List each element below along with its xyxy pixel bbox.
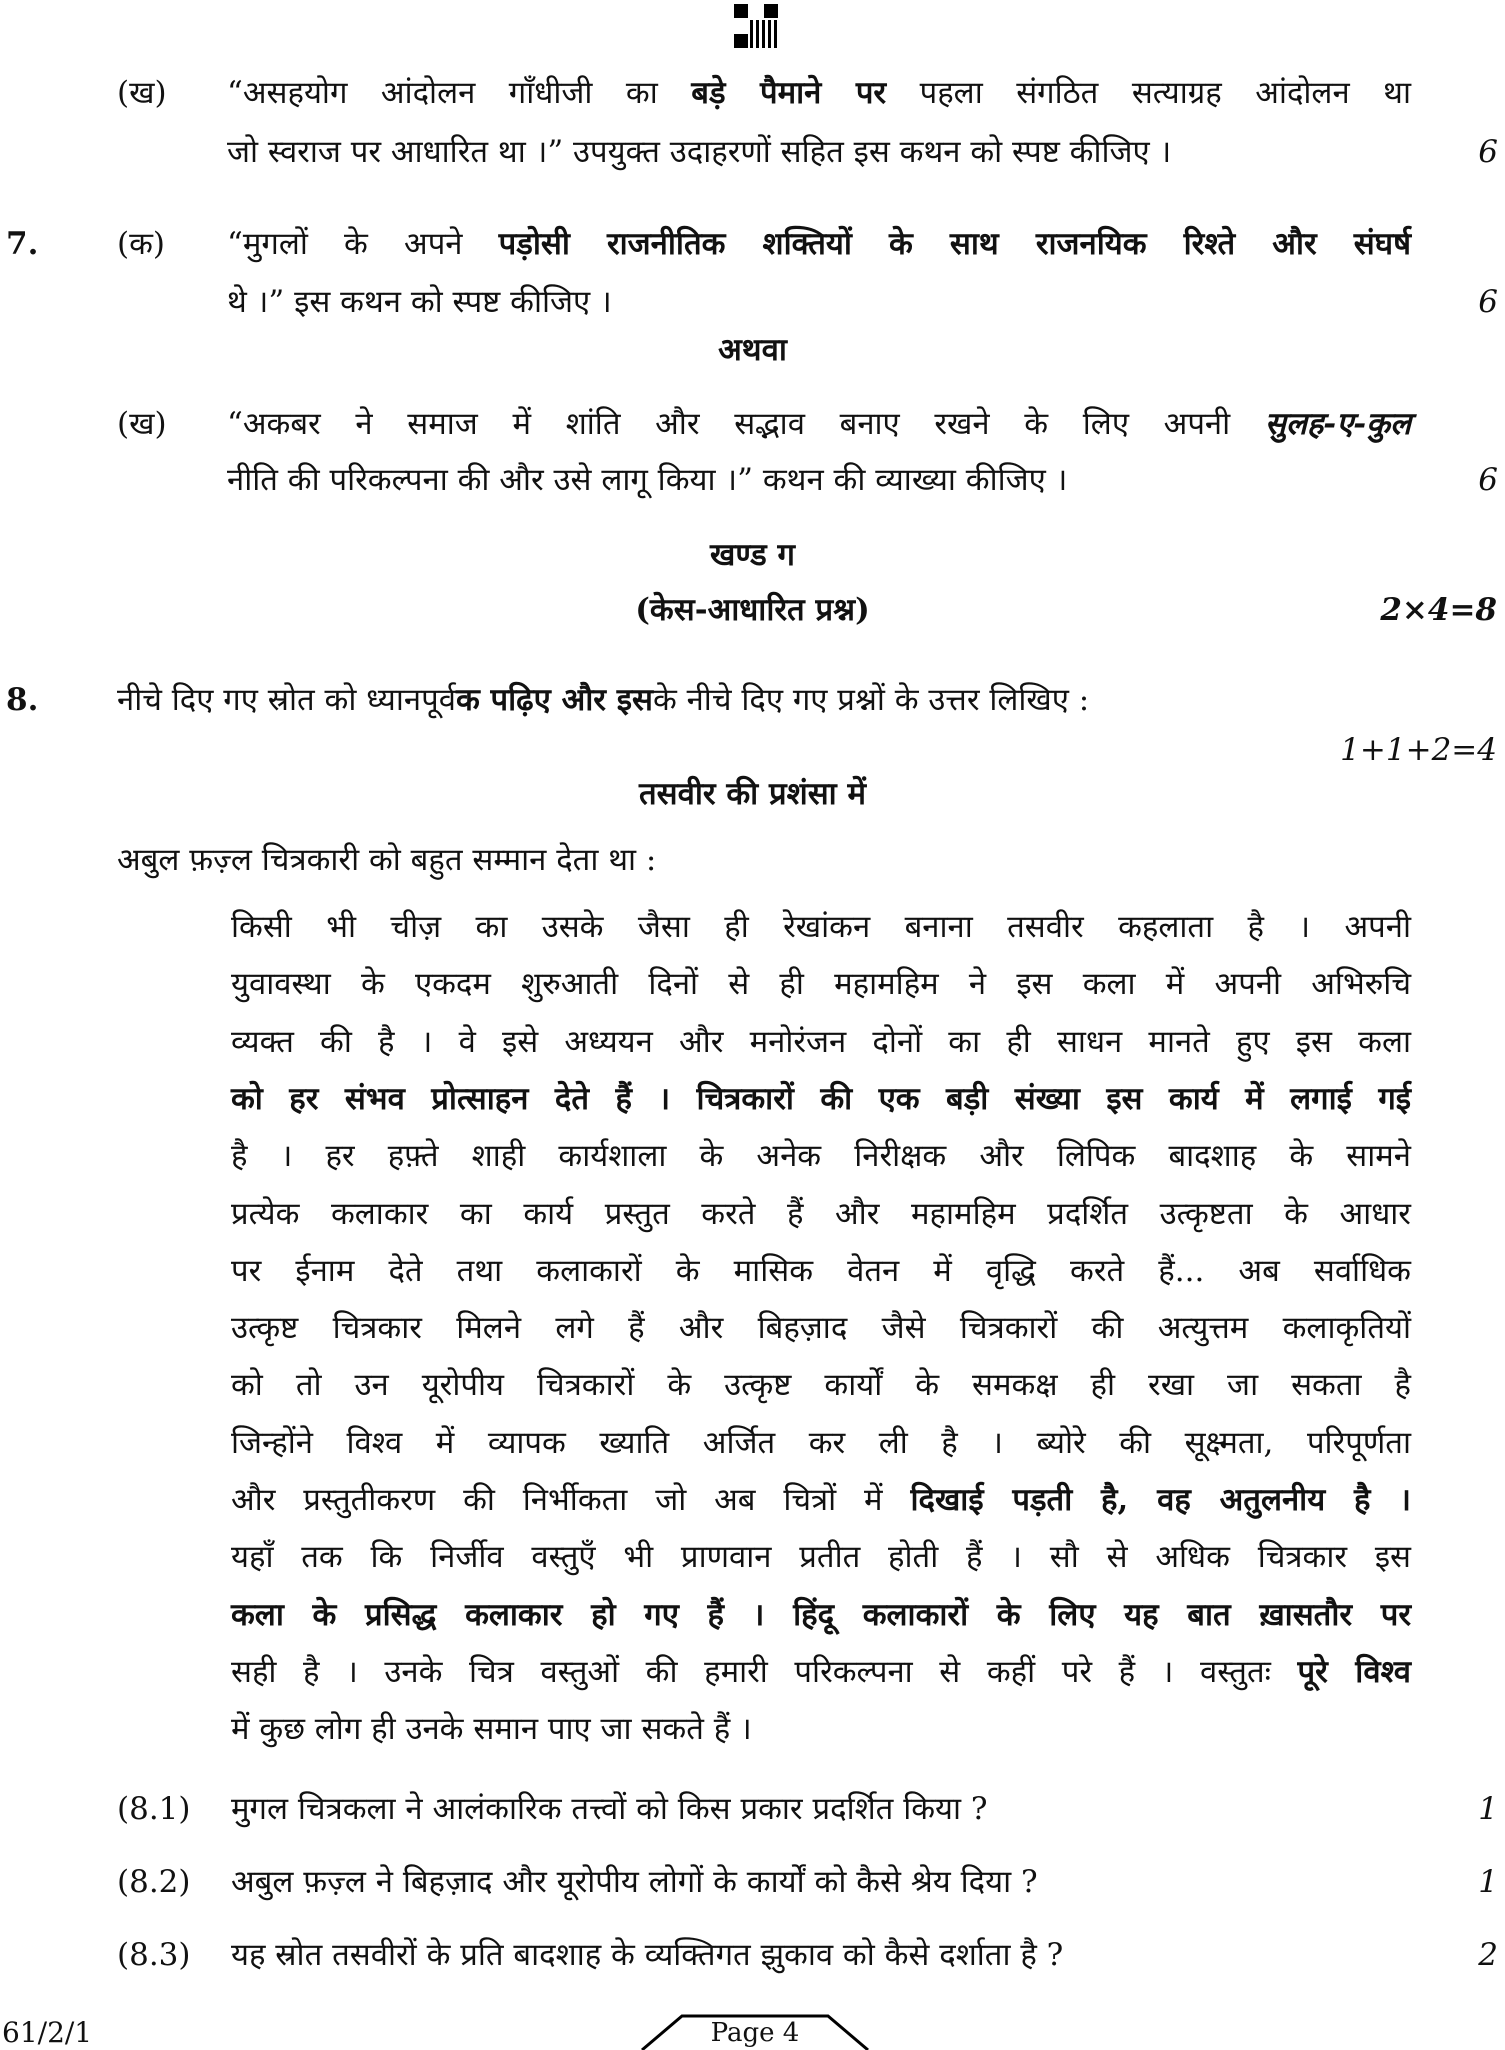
source-title: तसवीर की प्रशंसा में xyxy=(638,776,867,812)
text-segment: युवावस्था के एकदम शुरुआती दिनों से ही महामहिम ने इस कला में अपनी अभिरुचि xyxy=(231,966,1412,1003)
emphasized-text: दिखाई पड़ती है, वह अतुलनीय है । xyxy=(910,1482,1411,1518)
subquestion-text: यह स्रोत तसवीरों के प्रति बादशाह के व्यक्तिगत झुकाव को कैसे दर्शाता है ? xyxy=(231,1937,1064,1973)
marks: 6 xyxy=(1478,462,1498,498)
text-segment: किसी भी चीज़ का उसके जैसा ही रेखांकन बनाना तसवीर कहलाता है । अपनी xyxy=(231,909,1411,945)
text-segment: सही है । उनके चित्र वस्तुओं की हमारी परिकल्पना से कहीं परे हैं । वस्तुतः xyxy=(231,1653,1298,1690)
emphasized-text: सुलह-ए-कुल xyxy=(1264,406,1411,442)
text-segment: प्रत्येक कलाकार का कार्य प्रस्तुत करते हैं और महामहिम प्रदर्शित उत्कृष्टता के आधार xyxy=(231,1195,1411,1232)
question-line xyxy=(227,224,1411,264)
marks: 2 xyxy=(1478,1937,1498,1973)
question-line xyxy=(227,132,1411,172)
text-segment: है । हर हफ़्ते शाही कार्यशाला के अनेक निरीक्षक और लिपिक बादशाह के सामने xyxy=(231,1138,1411,1175)
passage-line xyxy=(231,1652,1411,1692)
passage-line xyxy=(231,964,1411,1004)
text-segment: जिन्होंने विश्व में व्यापक ख्याति अर्जित कर ली है । ब्योरे की सूक्ष्मता, परिपूर्णता xyxy=(231,1424,1411,1461)
emphasized-text: बड़े पैमाने पर xyxy=(691,75,887,111)
paper-code: 61/2/1 xyxy=(2,2016,93,2049)
text-segment: के नीचे दिए गए प्रश्नों के उत्तर लिखिए : xyxy=(652,682,1090,718)
subquestion-label: (8.3) xyxy=(117,1937,191,1973)
source-intro: अबुल फ़ज़्ल चित्रकारी को बहुत सम्मान देता था : xyxy=(117,842,657,878)
marks: 1 xyxy=(1478,1864,1498,1900)
text-segment: में कुछ लोग ही उनके समान पाए जा सकते हैं । xyxy=(231,1711,752,1748)
emphasized-text: कला के प्रसिद्ध कलाकार हो गए हैं । हिंदू कलाकारों के लिए यह बात ख़ासतौर पर xyxy=(231,1596,1411,1633)
emphasized-text: पड़ोसी राजनीतिक शक्तियों के साथ राजनयिक रिश्ते और संघर्ष xyxy=(498,226,1411,262)
marks: 6 xyxy=(1478,284,1498,320)
marks-split: 1+1+2=4 xyxy=(1340,732,1497,768)
passage-line xyxy=(231,1365,1411,1405)
text-segment: “मुगलों के अपने xyxy=(227,226,499,262)
passage-line xyxy=(231,1136,1411,1176)
or-separator: अथवा xyxy=(718,332,787,368)
text-segment: व्यक्त की है । वे इसे अध्ययन और मनोरंजन दोनों का ही साधन मानते हुए इस कला xyxy=(231,1023,1411,1060)
text-segment: जो स्वराज पर आधारित था ।” उपयुक्त उदाहरणों सहित इस कथन को स्पष्ट कीजिए । xyxy=(227,134,1172,170)
option-label: (ख) xyxy=(117,406,167,442)
passage-line xyxy=(231,1308,1411,1348)
question-number: 8. xyxy=(6,682,39,718)
text-segment: नीचे दिए गए स्रोत को ध्यानपूर्व xyxy=(117,682,456,718)
passage-line xyxy=(231,907,1411,947)
text-segment: यहाँ तक कि निर्जीव वस्तुएँ भी प्राणवान प्रतीत होती हैं । सौ से अधिक चित्रकार इस xyxy=(231,1539,1411,1576)
emphasized-text: पूरे विश्व xyxy=(1297,1653,1411,1690)
passage-line xyxy=(231,1251,1411,1291)
subquestion-text: अबुल फ़ज़्ल ने बिहज़ाद और यूरोपीय लोगों के कार्यों को कैसे श्रेय दिया ? xyxy=(231,1864,1038,1900)
section-subtitle: (केस-आधारित प्रश्न) xyxy=(635,592,870,628)
section-marks: 2×4=8 xyxy=(1380,592,1497,628)
passage-line xyxy=(231,1480,1411,1520)
text-segment: पहला संगठित सत्याग्रह आंदोलन था xyxy=(886,75,1411,111)
passage-line xyxy=(231,1537,1411,1577)
page-indicator xyxy=(640,2010,870,2050)
question-number: 7. xyxy=(6,226,39,262)
passage-line xyxy=(231,1595,1411,1635)
passage-line xyxy=(231,1022,1411,1062)
option-label: (ख) xyxy=(117,75,167,111)
section-title: खण्ड ग xyxy=(710,537,795,573)
text-segment: और प्रस्तुतीकरण की निर्भीकता जो अब चित्रों में xyxy=(231,1482,911,1518)
text-segment: नीति की परिकल्पना की और उसे लागू किया ।” कथन की व्याख्या कीजिए । xyxy=(227,462,1068,498)
marks: 6 xyxy=(1478,134,1498,170)
question-line xyxy=(227,460,1411,500)
subquestion-text: मुगल चित्रकला ने आलंकारिक तत्त्वों को किस प्रकार प्रदर्शित किया ? xyxy=(231,1791,988,1827)
qr-code xyxy=(734,4,778,48)
question-instruction xyxy=(117,680,1089,720)
question-line xyxy=(227,73,1411,113)
option-label: (क) xyxy=(117,226,165,262)
text-segment: “अकबर ने समाज में शांति और सद्भाव बनाए रखने के लिए अपनी xyxy=(227,406,1265,442)
text-segment: पर ईनाम देते तथा कलाकारों के मासिक वेतन में वृद्धि करते हैं... अब सर्वाधिक xyxy=(231,1252,1411,1289)
text-segment: “असहयोग आंदोलन गाँधीजी का xyxy=(227,75,692,111)
question-line xyxy=(227,404,1411,444)
passage-line xyxy=(231,1709,1411,1749)
text-segment: को तो उन यूरोपीय चित्रकारों के उत्कृष्ट कार्यों के समकक्ष ही रखा जा सकता है xyxy=(231,1367,1411,1404)
text-segment: थे ।” इस कथन को स्पष्ट कीजिए । xyxy=(227,284,612,320)
question-line xyxy=(227,282,1411,322)
passage-line xyxy=(231,1423,1411,1463)
subquestion-label: (8.2) xyxy=(117,1864,191,1900)
passage-line xyxy=(231,1194,1411,1234)
emphasized-text: को हर संभव प्रोत्साहन देते हैं । चित्रकारों की एक बड़ी संख्या इस कार्य में लगाई गई xyxy=(231,1080,1411,1117)
page-number: Page 4 xyxy=(710,2018,800,2048)
subquestion-label: (8.1) xyxy=(117,1791,191,1827)
passage-line xyxy=(231,1079,1411,1119)
emphasized-text: क पढ़िए और इस xyxy=(455,682,653,718)
text-segment: उत्कृष्ट चित्रकार मिलने लगे हैं और बिहज़ाद जैसे चित्रकारों की अत्युत्तम कलाकृतियों xyxy=(231,1310,1411,1347)
marks: 1 xyxy=(1478,1791,1498,1827)
